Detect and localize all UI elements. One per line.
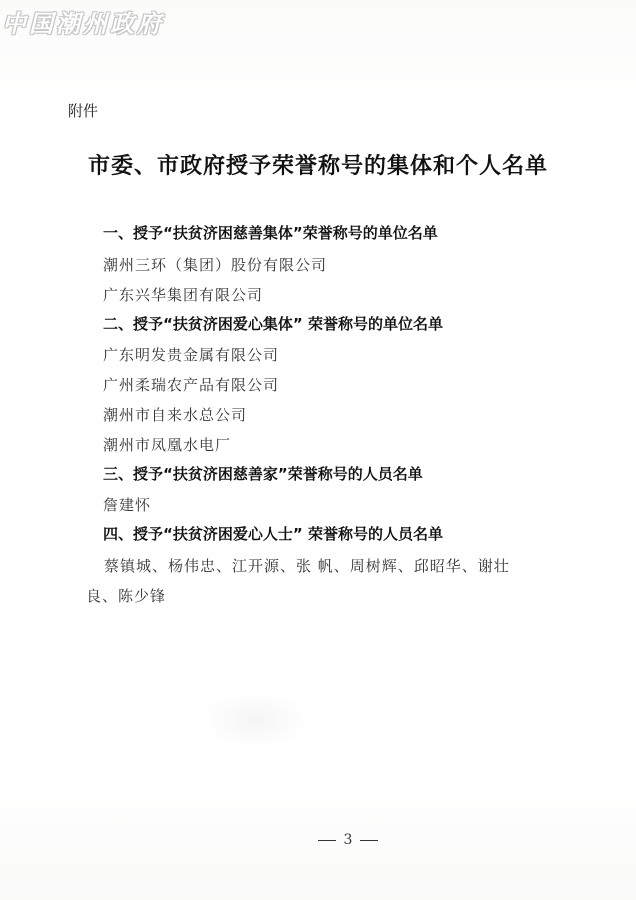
page-dash-left — [318, 840, 336, 841]
section-2-entry-3: 潮州市自来水总公司 — [103, 406, 248, 424]
section-2-entry-4: 潮州市凤凰水电厂 — [103, 436, 232, 454]
attachment-label: 附件 — [68, 102, 99, 120]
scan-smudge — [200, 690, 310, 750]
page-number-value: 3 — [343, 832, 353, 848]
section-2-heading: 二、授予“扶贫济困爱心集体” 荣誉称号的单位名单 — [103, 315, 443, 333]
section-1-heading: 一、授予“扶贫济困慈善集体”荣誉称号的单位名单 — [103, 224, 438, 242]
section-4-people-list: 蔡镇城、杨伟忠、江开源、张 帆、周树辉、邱昭华、谢壮良、陈少锋 — [86, 557, 510, 605]
site-watermark: 中国潮州政府 — [2, 10, 164, 38]
page-number — [0, 832, 636, 848]
section-1-entry-1: 潮州三环（集团）股份有限公司 — [103, 256, 328, 274]
page-dash-right — [360, 840, 378, 841]
section-2-entry-2: 广州柔瑞农产品有限公司 — [103, 376, 280, 394]
section-1-entry-2: 广东兴华集团有限公司 — [103, 286, 264, 304]
section-3-entry-1: 詹建怀 — [103, 496, 152, 514]
section-4-heading: 四、授予“扶贫济困爱心人士” 荣誉称号的人员名单 — [103, 525, 443, 543]
section-3-heading: 三、授予“扶贫济困慈善家”荣誉称号的人员名单 — [103, 465, 423, 483]
document-title: 市委、市政府授予荣誉称号的集体和个人名单 — [87, 153, 548, 179]
section-2-entry-1: 广东明发贵金属有限公司 — [103, 346, 280, 364]
